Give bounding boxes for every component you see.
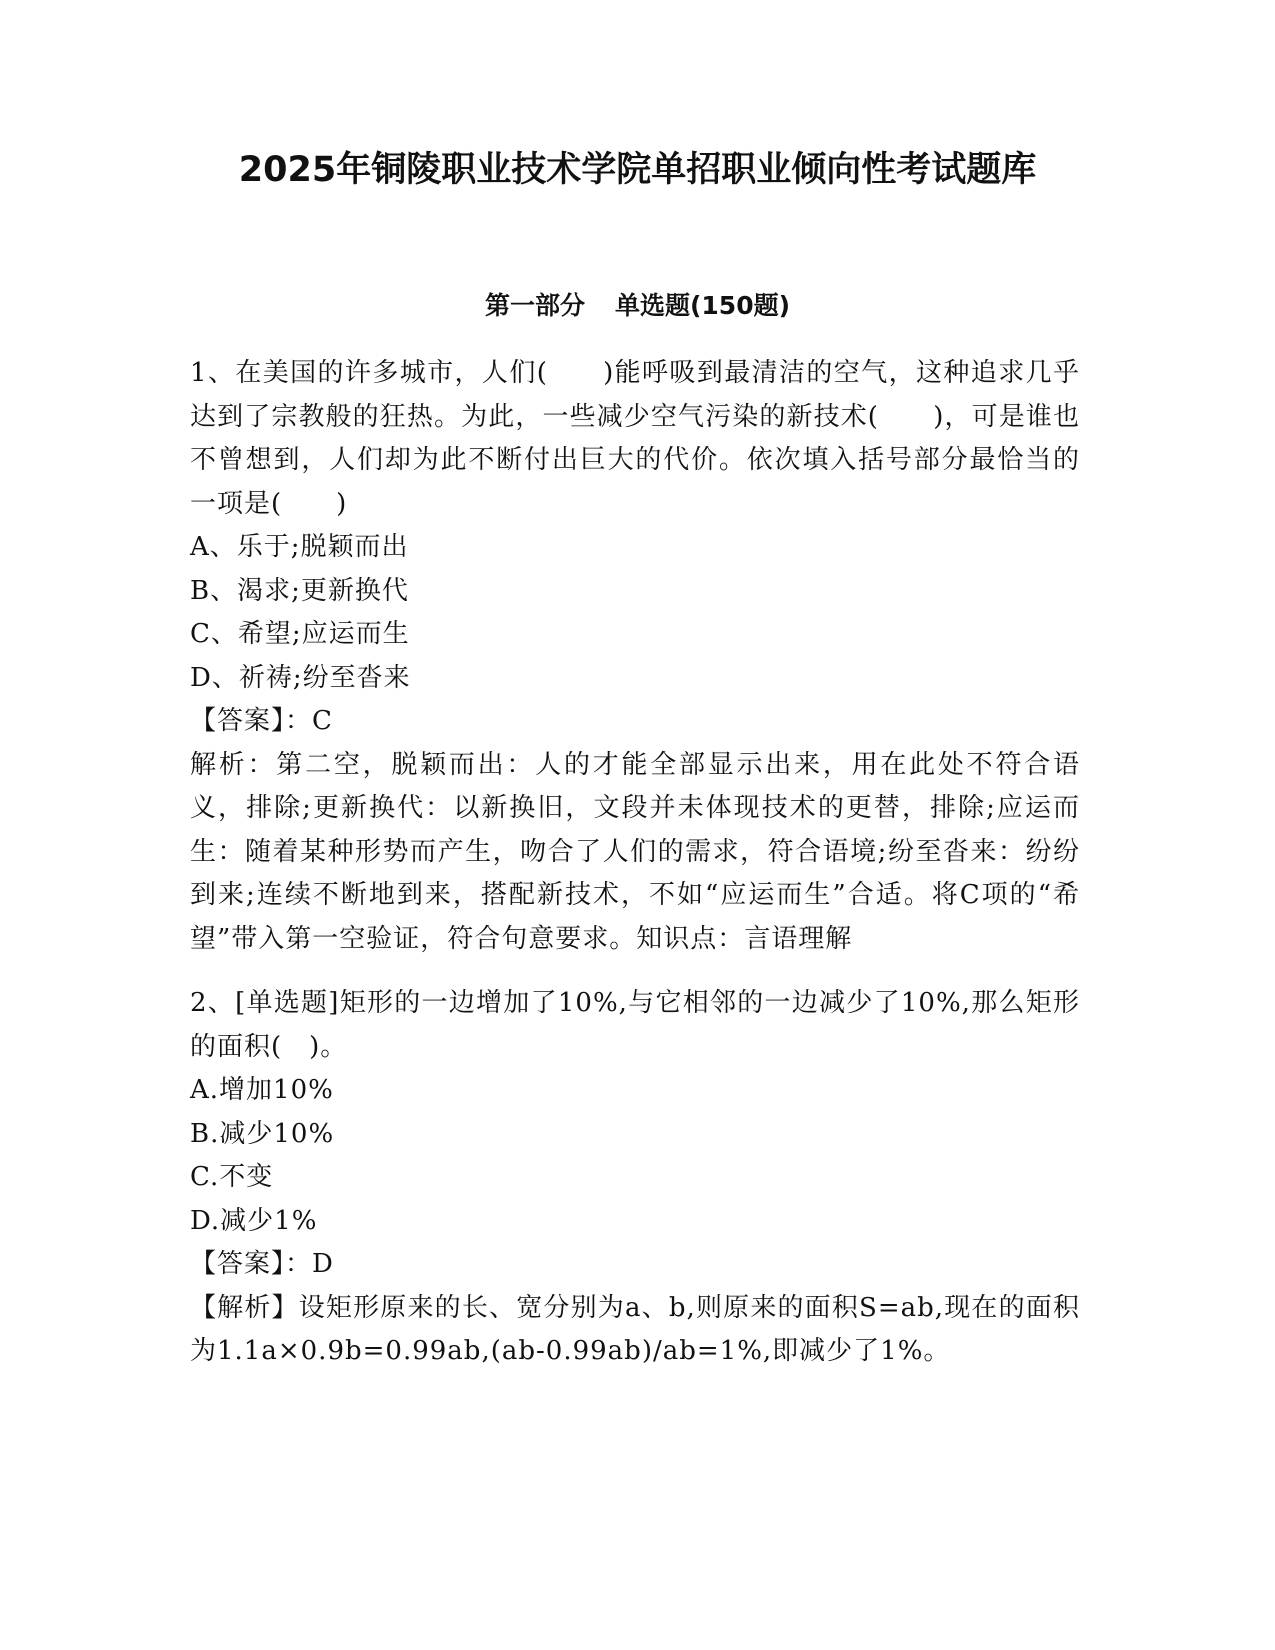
question-list: [190, 352, 1080, 1374]
question-spacer: [190, 961, 1080, 982]
analysis-text: 【解析】设矩形原来的长、宽分别为a、b,则原来的面积S=ab,现在的面积为1.1a×0.9b=0.99ab,(ab-0.99ab)/ab=1%,即减少了1%。: [190, 1292, 1080, 1366]
option-c: C、希望;应运而生: [190, 619, 410, 649]
analysis-text: 解析：第二空，脱颖而出：人的才能全部显示出来，用在此处不符合语义，排除;更新换代：以新换旧，文段并未体现技术的更替，排除;应运而生：随着某种形势而产生，吻合了人们的需求，符合语境;纷至沓来：纷纷到来;连续不断地到来，搭配新技术，不如“应运而生”合适。将C项的“希望”带入第一空验证，符合句意要求。知识点：言语理解: [190, 749, 1080, 954]
option-d: D.减少1%: [190, 1205, 318, 1236]
option-d: D、祈祷;纷至沓来: [190, 662, 411, 693]
question-block: [190, 982, 1080, 1374]
option-b: B、渴求;更新换代: [190, 575, 409, 606]
answer-line: 【答案】：C: [190, 706, 333, 736]
question-block: [190, 352, 1080, 961]
answer-line: 【答案】：D: [190, 1249, 334, 1279]
option-a: A、乐于;脱颖而出: [190, 532, 409, 562]
section-subtitle: 单选题(150题): [614, 291, 791, 320]
document-title: 2025年铜陵职业技术学院单招职业倾向性考试题库: [238, 150, 1037, 190]
question-stem: 2、[单选题]矩形的一边增加了10%,与它相邻的一边减少了10%,那么矩形的面积( )。: [190, 988, 1080, 1062]
section-name: 第一部分: [484, 291, 585, 320]
option-b: B.减少10%: [190, 1118, 335, 1149]
option-a: A.增加10%: [190, 1075, 334, 1105]
section-heading: [0, 290, 1275, 322]
option-c: C.不变: [190, 1162, 274, 1192]
question-stem: 1、在美国的许多城市，人们( )能呼吸到最清洁的空气，这种追求几乎达到了宗教般的狂热。为此，一些减少空气污染的新技术( )，可是谁也不曾想到，人们却为此不断付出巨大的代价。依次填入括号部分最恰当的一项是( ): [190, 358, 1080, 519]
